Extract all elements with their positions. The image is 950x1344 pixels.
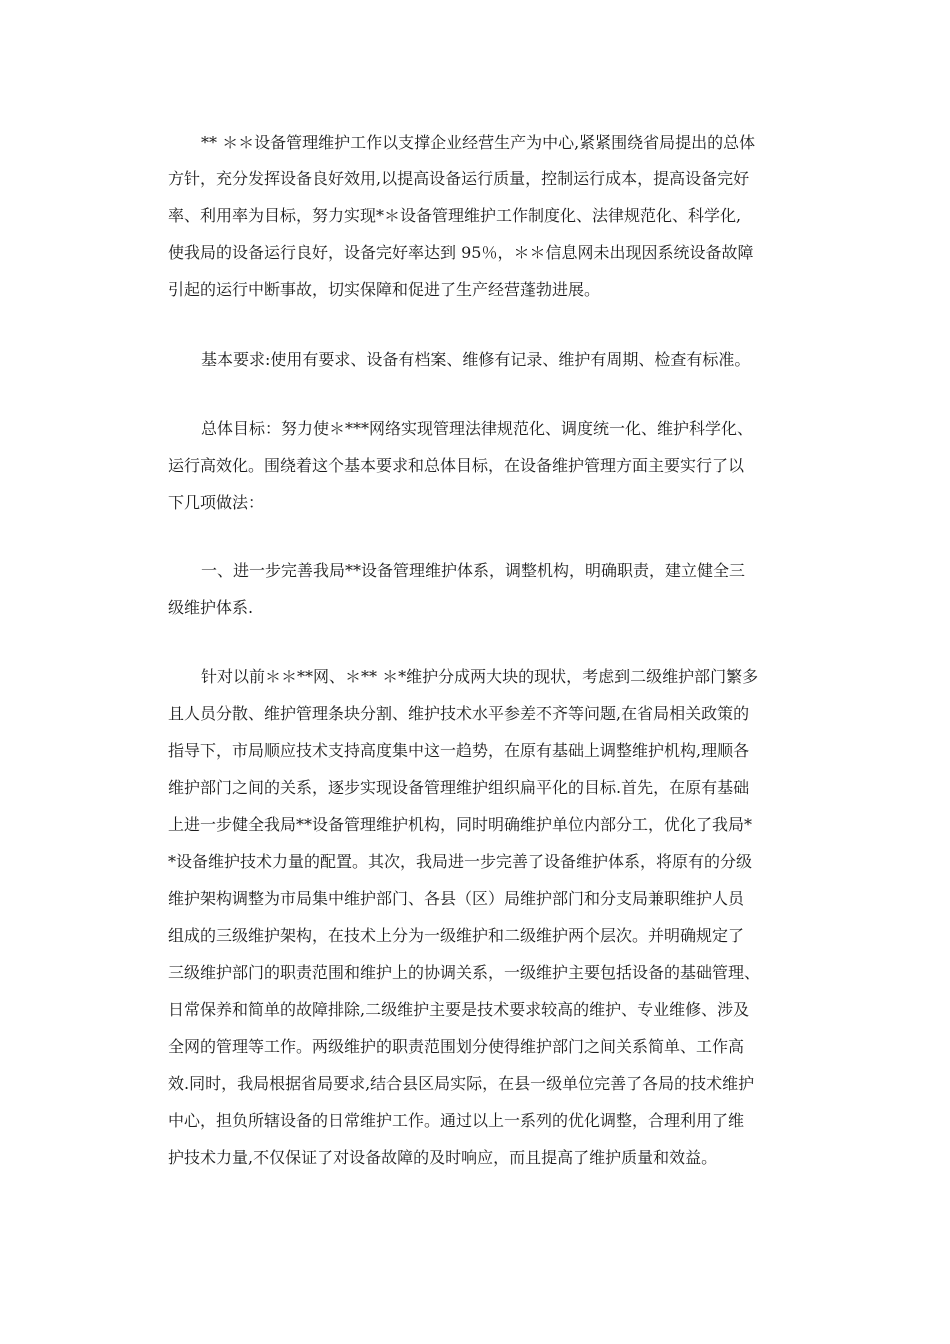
text-line: 护技术力量,不仅保证了对设备故障的及时响应，而且提高了维护质量和效益。 <box>168 1148 718 1167</box>
text-line: 运行高效化。围绕着这个基本要求和总体目标，在设备维护管理方面主要实行了以 <box>168 456 745 475</box>
text-line: 维护架构调整为市局集中维护部门、各县（区）局维护部门和分支局兼职维护人员 <box>168 889 745 908</box>
text-line: 方针，充分发挥设备良好效用,以提高设备运行质量，控制运行成本，提高设备完好 <box>168 169 750 188</box>
text-line: 中心，担负所辖设备的日常维护工作。通过以上一系列的优化调整，合理利用了维 <box>168 1111 745 1130</box>
text-line: 总体目标：努力使＊***网络实现管理法律规范化、调度统一化、维护科学化、 <box>201 419 754 438</box>
text-line: 使我局的设备运行良好，设备完好率达到 95％，＊＊信息网未出现因系统设备故障 <box>168 243 754 262</box>
text-line: 日常保养和简单的故障排除,二级维护主要是技术要求较高的维护、专业维修、涉及 <box>168 1000 750 1019</box>
text-line: 全网的管理等工作。两级维护的职责范围划分使得维护部门之间关系简单、工作高 <box>168 1037 745 1056</box>
text-line: 维护部门之间的关系，逐步实现设备管理维护组织扁平化的目标.首先，在原有基础 <box>168 778 750 797</box>
text-line: 上进一步健全我局**设备管理维护机构，同时明确维护单位内部分工，优化了我局* <box>168 815 753 834</box>
text-line: ** ＊＊设备管理维护工作以支撑企业经营生产为中心,紧紧围绕省局提出的总体 <box>201 133 756 152</box>
text-line: 针对以前＊＊**网、＊** ＊*维护分成两大块的现状，考虑到二级维护部门繁多 <box>201 667 759 686</box>
text-line: 效.同时，我局根据省局要求,结合县区局实际，在县一级单位完善了各局的技术维护 <box>168 1074 755 1093</box>
text-line: 下几项做法： <box>168 493 265 512</box>
text-line: 基本要求:使用有要求、设备有档案、维修有记录、维护有周期、检查有标准。 <box>201 350 751 369</box>
text-line: 且人员分散、维护管理条块分割、维护技术水平参差不齐等问题,在省局相关政策的 <box>168 704 750 723</box>
text-line: 引起的运行中断事故，切实保障和促进了生产经营蓬勃进展。 <box>168 280 601 299</box>
text-line: 率、利用率为目标，努力实现*＊设备管理维护工作制度化、法律规范化、科学化, <box>168 206 742 225</box>
text-line: 级维护体系. <box>168 598 254 617</box>
text-line: 一、进一步完善我局**设备管理维护体系，调整机构，明确职责，建立健全三 <box>201 561 746 580</box>
text-line: *设备维护技术力量的配置。其次，我局进一步完善了设备维护体系，将原有的分级 <box>168 852 753 871</box>
text-line: 三级维护部门的职责范围和维护上的协调关系，一级维护主要包括设备的基础管理、 <box>168 963 761 982</box>
text-line: 组成的三级维护架构，在技术上分为一级维护和二级维护两个层次。并明确规定了 <box>168 926 745 945</box>
text-line: 指导下，市局顺应技术支持高度集中这一趋势，在原有基础上调整维护机构,理顺各 <box>168 741 750 760</box>
